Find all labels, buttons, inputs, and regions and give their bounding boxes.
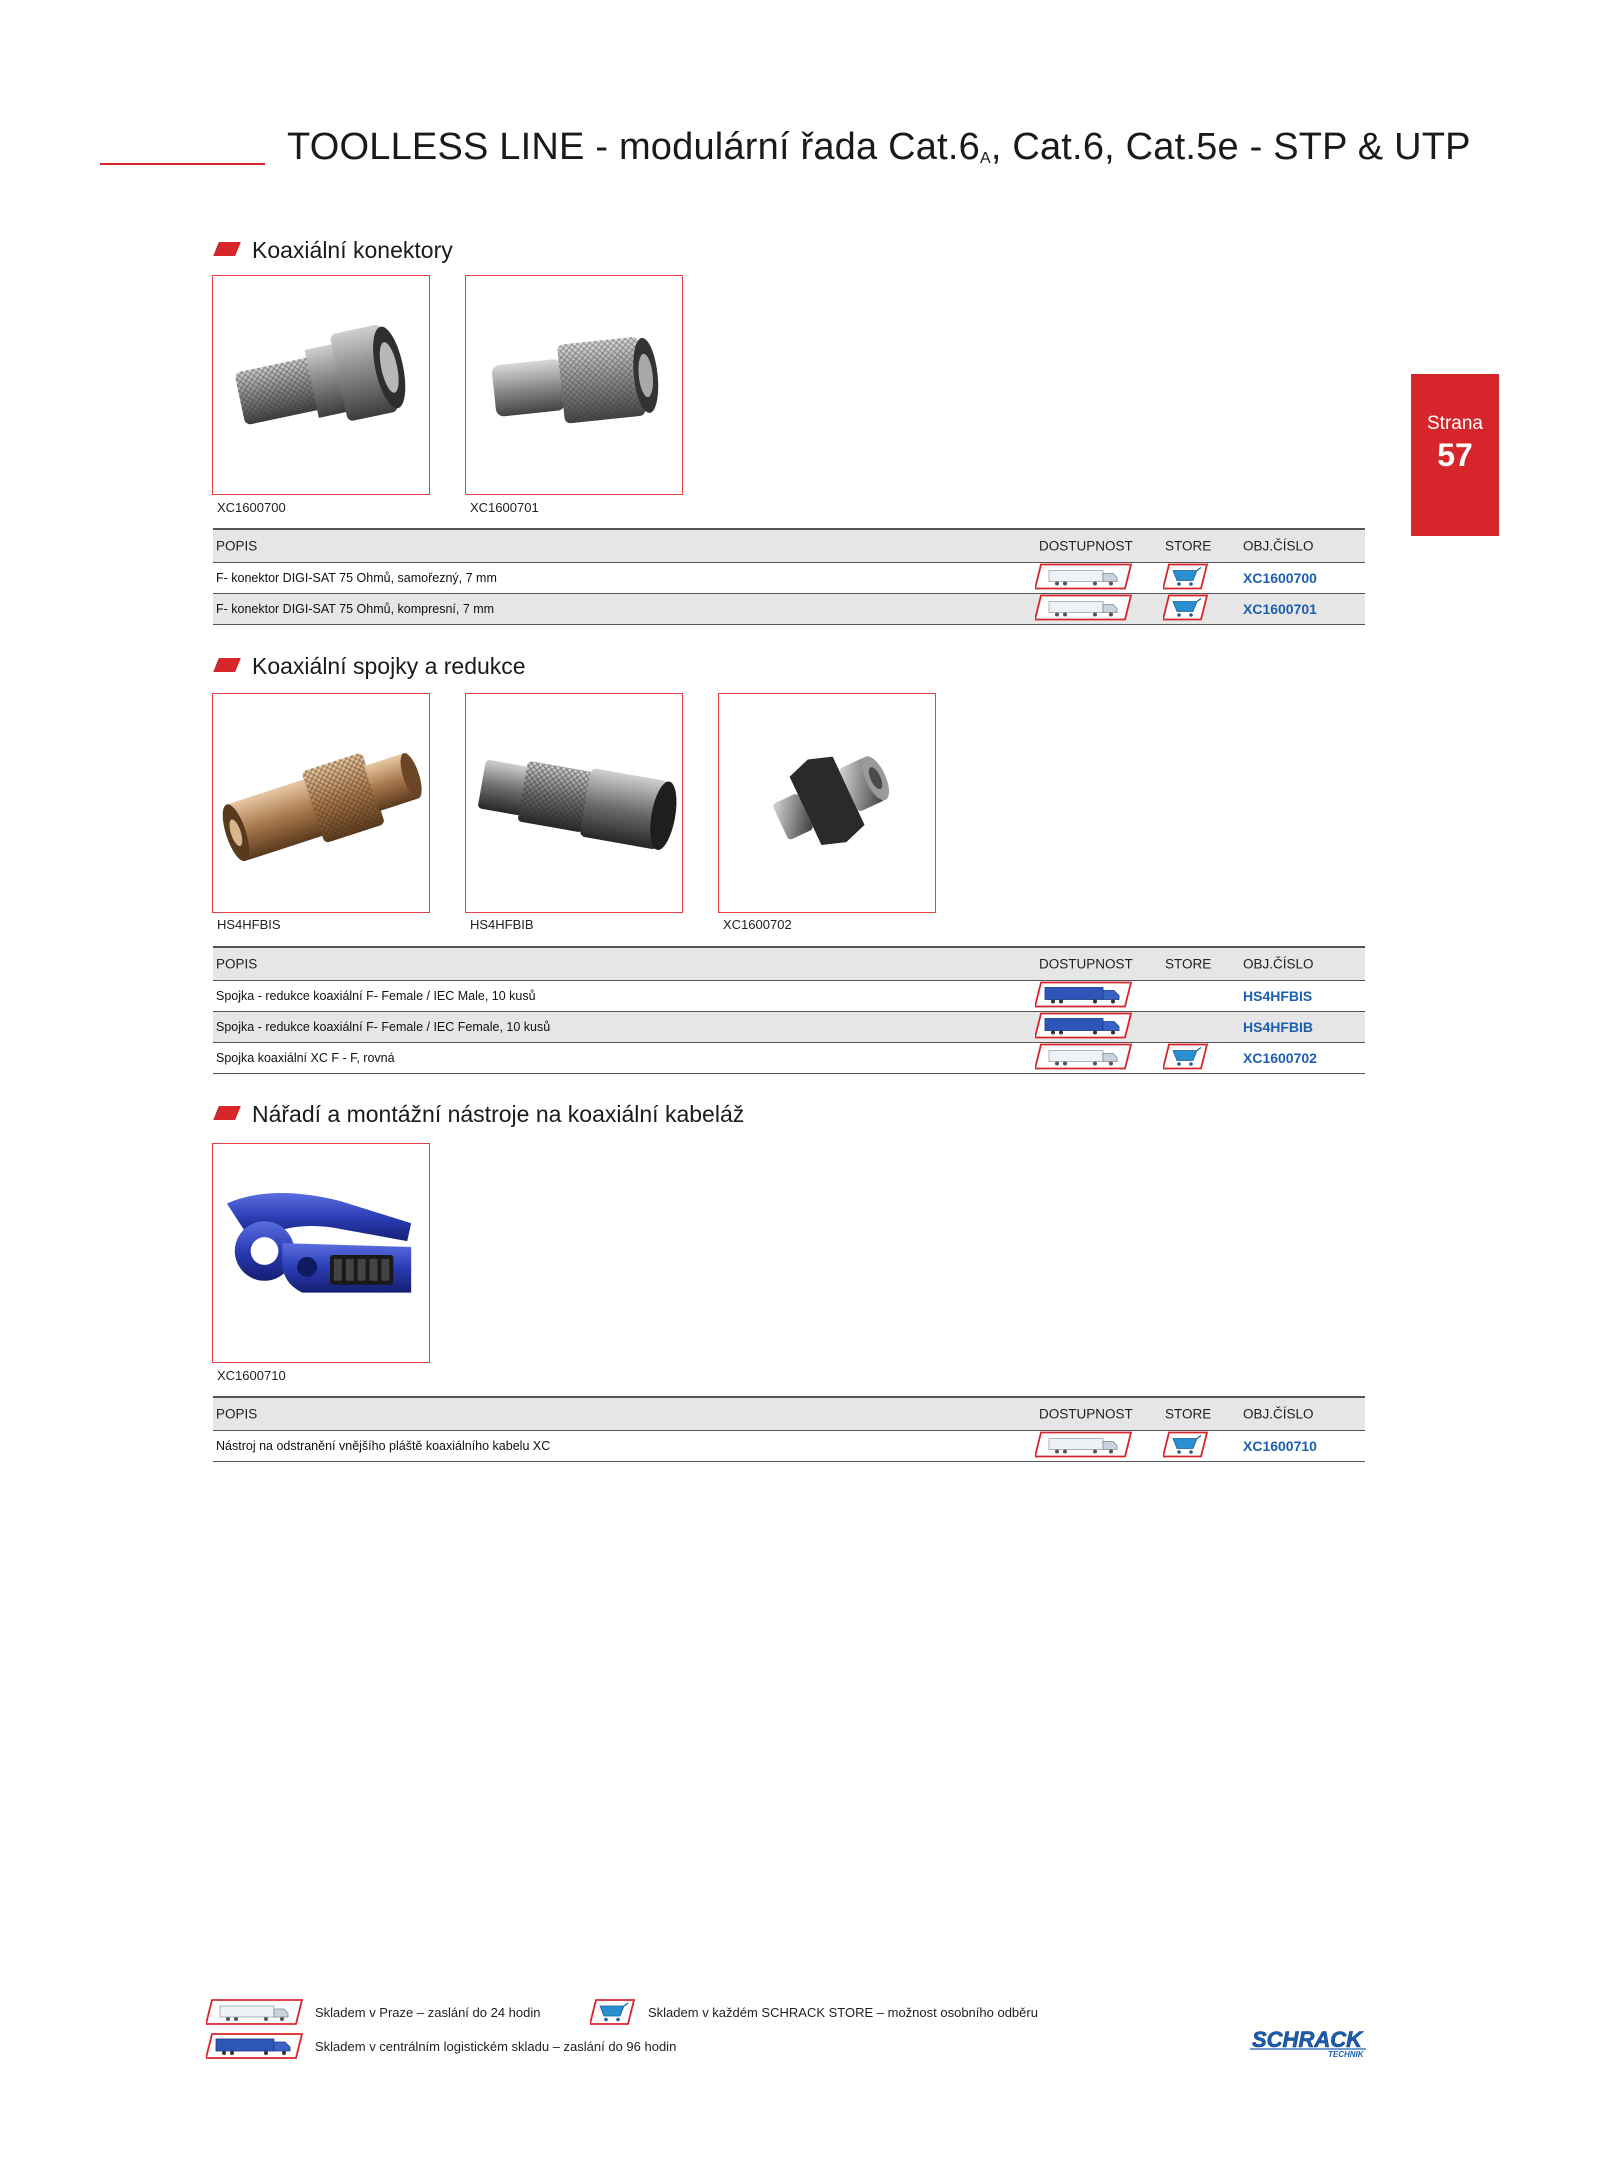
product-image <box>212 1143 430 1363</box>
product-table <box>213 1396 1365 1462</box>
product-image <box>212 275 430 495</box>
truck-prague-icon <box>1035 563 1133 594</box>
row-description: Spojka - redukce koaxiální F- Female / IEC Female, 10 kusů <box>216 1020 551 1034</box>
table-row <box>213 981 1365 1012</box>
col-header-obj-cislo: OBJ.ČÍSLO <box>1243 538 1314 554</box>
order-code-link[interactable]: XC1600700 <box>1243 570 1317 586</box>
order-code-link[interactable]: XC1600702 <box>1243 1050 1317 1066</box>
table-row <box>213 594 1365 625</box>
order-code-link[interactable]: HS4HFBIB <box>1243 1019 1314 1035</box>
svg-text:TECHNIK: TECHNIK <box>1328 2050 1364 2059</box>
header-rule <box>100 163 265 165</box>
page-number: 57 <box>1437 437 1473 473</box>
page-number-tab <box>1411 374 1499 536</box>
col-header-popis: POPIS <box>216 1406 258 1422</box>
truck-prague-icon <box>1035 1043 1133 1074</box>
product-table <box>213 528 1365 625</box>
schrack-logo-icon <box>1248 2025 1373 2061</box>
image-caption: HS4HFBIB <box>470 917 534 932</box>
image-caption: XC1600702 <box>723 917 792 932</box>
f-connector-twist-image <box>213 276 429 494</box>
col-header-store: STORE <box>1165 956 1212 972</box>
table-header <box>213 946 1365 981</box>
table-header <box>213 1396 1365 1431</box>
table-row <box>213 1012 1365 1043</box>
legend-store-text: Skladem v každém SCHRACK STORE – možnost osobního odběru <box>648 2005 1038 2020</box>
f-iec-female-adapter-image <box>466 694 682 912</box>
order-code-link[interactable]: XC1600710 <box>1243 1438 1317 1454</box>
order-code-link[interactable]: XC1600701 <box>1243 601 1317 617</box>
section-title-connectors: Koaxiální konektory <box>216 237 453 264</box>
section-marker-icon <box>213 658 241 672</box>
table-header <box>213 528 1365 563</box>
product-table <box>213 946 1365 1074</box>
legend-prague-text: Skladem v Praze – zaslání do 24 hodin <box>315 2005 541 2020</box>
order-code-link[interactable]: HS4HFBIS <box>1243 988 1313 1004</box>
legend-central-text: Skladem v centrálním logistickém skladu – zaslání do 96 hodin <box>315 2039 677 2054</box>
page-title: TOOLLESS LINE - modulární řada $Cat.6_A$, Cat.6, Cat.5e - STP & UTP <box>287 126 1471 168</box>
table-row <box>213 1043 1365 1074</box>
product-image <box>718 693 936 913</box>
image-caption: XC1600700 <box>217 500 286 515</box>
schrack-logo <box>1248 2025 1373 2066</box>
section-title-tools: Nářadí a montážní nástroje na koaxiální kabeláž <box>216 1101 744 1128</box>
page-label: Strana <box>1427 413 1483 434</box>
table-row <box>213 563 1365 594</box>
truck-central-icon <box>1035 981 1133 1012</box>
legend-truck-prague-icon <box>206 1998 304 2031</box>
image-caption: XC1600701 <box>470 500 539 515</box>
product-image <box>212 693 430 913</box>
f-f-coupler-image <box>719 694 935 912</box>
col-header-obj-cislo: OBJ.ČÍSLO <box>1243 956 1314 972</box>
table-row <box>213 1431 1365 1462</box>
product-image <box>465 275 683 495</box>
cart-store-icon <box>1163 594 1209 625</box>
row-description: F- konektor DIGI-SAT 75 Ohmů, samořezný, 7 mm <box>216 571 497 585</box>
cart-store-icon <box>1163 1431 1209 1462</box>
legend-cart-icon <box>590 1998 636 2031</box>
truck-central-icon <box>1035 1012 1133 1043</box>
truck-prague-icon <box>1035 594 1133 625</box>
image-caption: HS4HFBIS <box>217 917 281 932</box>
col-header-store: STORE <box>1165 538 1212 554</box>
product-image <box>465 693 683 913</box>
coax-stripper-tool-image <box>213 1144 429 1362</box>
f-iec-male-adapter-image <box>213 694 429 912</box>
section-title-couplers: Koaxiální spojky a redukce <box>216 653 526 680</box>
legend-truck-central-icon <box>206 2032 304 2065</box>
section-marker-icon <box>213 242 241 256</box>
truck-prague-icon <box>1035 1431 1133 1462</box>
col-header-dostupnost: DOSTUPNOST <box>1039 956 1133 972</box>
row-description: Nástroj na odstranění vnějšího pláště koaxiálního kabelu XC <box>216 1439 551 1453</box>
svg-text:SCHRACK: SCHRACK <box>1252 2027 1362 2052</box>
section-marker-icon <box>213 1106 241 1120</box>
col-header-popis: POPIS <box>216 956 258 972</box>
row-description: Spojka koaxiální XC F - F, rovná <box>216 1051 395 1065</box>
col-header-dostupnost: DOSTUPNOST <box>1039 538 1133 554</box>
col-header-dostupnost: DOSTUPNOST <box>1039 1406 1133 1422</box>
f-connector-compression-image <box>466 276 682 494</box>
image-caption: XC1600710 <box>217 1368 286 1383</box>
row-description: F- konektor DIGI-SAT 75 Ohmů, kompresní, 7 mm <box>216 602 495 616</box>
col-header-obj-cislo: OBJ.ČÍSLO <box>1243 1406 1314 1422</box>
cart-store-icon <box>1163 563 1209 594</box>
cart-store-icon <box>1163 1043 1209 1074</box>
col-header-store: STORE <box>1165 1406 1212 1422</box>
row-description: Spojka - redukce koaxiální F- Female / IEC Male, 10 kusů <box>216 989 536 1003</box>
col-header-popis: POPIS <box>216 538 258 554</box>
